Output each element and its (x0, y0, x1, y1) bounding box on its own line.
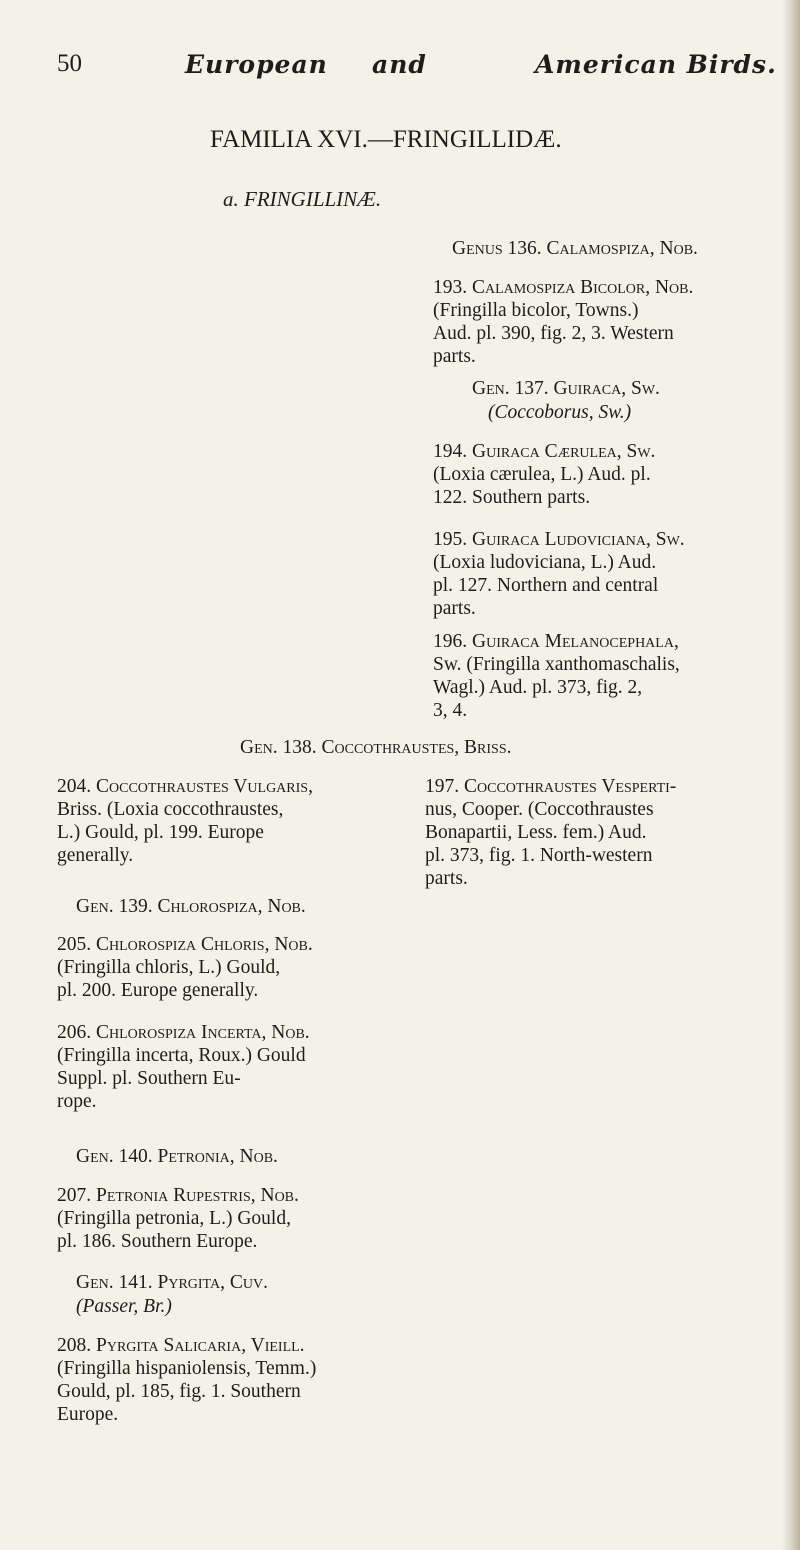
entry-line: pl. 186. Southern Europe. (57, 1231, 258, 1252)
entry-line: Briss. (Loxia coccothraustes, (57, 799, 284, 820)
entry-line: pl. 200. Europe generally. (57, 980, 259, 1001)
entry-line: Gould, pl. 185, fig. 1. Southern (57, 1381, 301, 1402)
genus-heading-137: Gen. 137. Guiraca, Sw. (472, 378, 660, 399)
genus-heading-139: Gen. 139. Chlorospiza, Nob. (76, 896, 306, 917)
page-number: 50 (57, 50, 82, 77)
entry-line: pl. 127. Northern and central (433, 575, 659, 596)
entry-195 (433, 528, 685, 620)
entry-line: (Loxia ludoviciana, L.) Aud. (433, 552, 657, 573)
entry-line: Suppl. pl. Southern Eu- (57, 1068, 241, 1089)
entry-line: 204. Coccothraustes Vulgaris, (57, 776, 313, 797)
genus-heading-141: Gen. 141. Pyrgita, Cuv. (76, 1272, 268, 1293)
page-edge-shadow (782, 0, 800, 1550)
entry-line: (Fringilla petronia, L.) Gould, (57, 1208, 291, 1229)
entry-line: rope. (57, 1091, 97, 1112)
entry-line: pl. 373, fig. 1. North-western (425, 845, 653, 866)
entry-line: 207. Petronia Rupestris, Nob. (57, 1185, 299, 1206)
entry-204 (57, 775, 313, 867)
genus-heading-138: Gen. 138. Coccothraustes, Briss. (240, 737, 512, 758)
genus-synonym-137 (488, 402, 631, 424)
entry-line: Wagl.) Aud. pl. 373, fig. 2, (433, 677, 643, 698)
genus-heading-140: Gen. 140. Petronia, Nob. (76, 1146, 278, 1167)
entry-206 (57, 1021, 310, 1113)
entry-line: (Fringilla bicolor, Towns.) (433, 300, 639, 321)
genus-synonym-text: (Passer, Br.) (76, 1296, 172, 1317)
entry-line: nus, Cooper. (Coccothraustes (425, 799, 654, 820)
entry-208 (57, 1334, 316, 1426)
entry-line: Bonapartii, Less. fem.) Aud. (425, 822, 647, 843)
entry-205 (57, 933, 313, 1002)
entry-line: L.) Gould, pl. 199. Europe (57, 822, 264, 843)
genus-heading-136: Genus 136. Calamospiza, Nob. (452, 238, 698, 259)
entry-line: 3, 4. (433, 700, 468, 721)
running-header-and: and (372, 50, 427, 79)
entry-line: (Fringilla chloris, L.) Gould, (57, 957, 281, 978)
entry-196 (433, 630, 680, 722)
entry-line: parts. (425, 868, 468, 889)
entry-line: Europe. (57, 1404, 119, 1425)
entry-line: (Fringilla hispaniolensis, Temm.) (57, 1358, 317, 1379)
entry-line: 206. Chlorospiza Incerta, Nob. (57, 1022, 310, 1043)
entry-line: 208. Pyrgita Salicaria, Vieill. (57, 1335, 305, 1356)
entry-line: (Loxia cærulea, L.) Aud. pl. (433, 464, 651, 485)
entry-line: 196. Guiraca Melanocephala, (433, 631, 679, 652)
entry-line: parts. (433, 346, 476, 367)
entry-193 (433, 276, 693, 368)
running-header-european: European (185, 50, 328, 79)
entry-line: 122. Southern parts. (433, 487, 591, 508)
running-header-american-birds: American Birds. (535, 50, 777, 79)
entry-line: Aud. pl. 390, fig. 2, 3. Western (433, 323, 674, 344)
entry-line: generally. (57, 845, 134, 866)
entry-line: 194. Guiraca Cærulea, Sw. (433, 441, 656, 462)
entry-207 (57, 1184, 299, 1253)
entry-197 (425, 775, 676, 890)
genus-synonym-141 (76, 1296, 172, 1318)
genus-synonym-text: (Coccoborus, Sw.) (488, 402, 632, 423)
entry-line: parts. (433, 598, 476, 619)
family-title: FAMILIA XVI.—FRINGILLIDÆ. (210, 126, 562, 153)
entry-line: Sw. (Fringilla xanthomaschalis, (433, 654, 680, 675)
subfamily-title: a. FRINGILLINÆ. (223, 187, 382, 211)
entry-194 (433, 440, 655, 509)
entry-line: 205. Chlorospiza Chloris, Nob. (57, 934, 313, 955)
entry-line: 197. Coccothraustes Vesperti- (425, 776, 677, 797)
entry-line: 193. Calamospiza Bicolor, Nob. (433, 277, 694, 298)
entry-line: 195. Guiraca Ludoviciana, Sw. (433, 529, 685, 550)
entry-line: (Fringilla incerta, Roux.) Gould (57, 1045, 306, 1066)
